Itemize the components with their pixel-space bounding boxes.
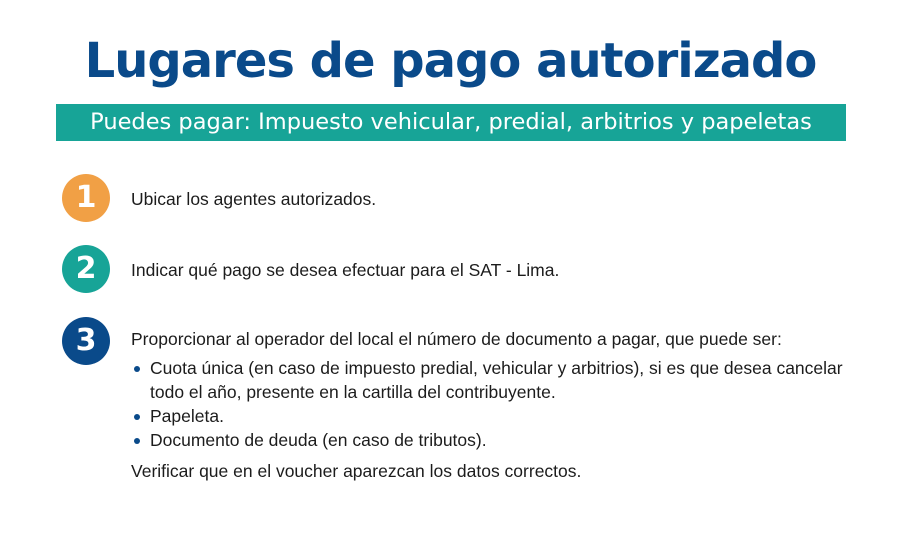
list-item bbox=[131, 428, 851, 452]
list-item bbox=[131, 404, 851, 428]
step-1-text: Ubicar los agentes autorizados. bbox=[131, 189, 377, 209]
list-item-text: Cuota única (en caso de impuesto predial, vehicular y arbitrios), si es que desea cancelar todo el año, presente en la cartilla del contribuyente. bbox=[150, 358, 843, 402]
list-item-text: Papeleta. bbox=[150, 406, 224, 426]
bullet-dot-icon bbox=[134, 414, 140, 420]
bullet-dot-icon bbox=[134, 438, 140, 444]
list-item bbox=[131, 356, 851, 404]
list-item-text: Documento de deuda (en caso de tributos). bbox=[150, 430, 487, 450]
bullet-dot-icon bbox=[134, 366, 140, 372]
step-2-text: Indicar qué pago se desea efectuar para el SAT - Lima. bbox=[131, 260, 560, 280]
step-1-number-badge: 1 bbox=[62, 174, 110, 222]
step-3-number-badge: 3 bbox=[62, 317, 110, 365]
step-3-text: Proporcionar al operador del local el número de documento a pagar, que puede ser: bbox=[131, 329, 782, 349]
page-title: Lugares de pago autorizado bbox=[84, 33, 817, 89]
subtitle-banner: Puedes pagar: Impuesto vehicular, predial, arbitrios y papeletas bbox=[56, 104, 846, 141]
document-options-list bbox=[131, 356, 851, 452]
footer-note: Verificar que en el voucher aparezcan los datos correctos. bbox=[131, 461, 582, 481]
step-2-number-badge: 2 bbox=[62, 245, 110, 293]
